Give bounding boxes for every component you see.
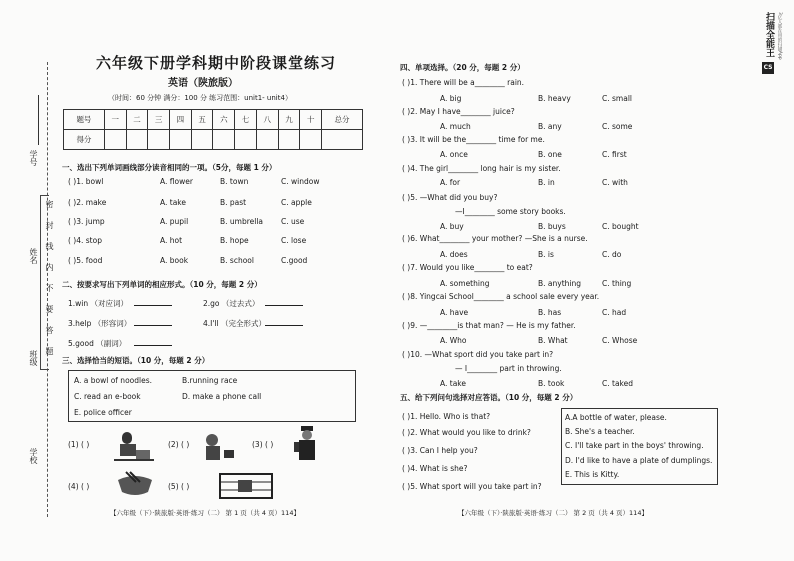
- table-cell: 八: [256, 110, 278, 130]
- s4-option: A. for: [440, 178, 461, 187]
- s4-option: A. much: [440, 122, 471, 131]
- phrase-d: D. make a phone call: [182, 392, 262, 401]
- pick-3[interactable]: (3) ( ): [252, 440, 274, 449]
- s4-option: A. big: [440, 94, 462, 103]
- score-cell[interactable]: [213, 130, 235, 150]
- score-cell[interactable]: [191, 130, 213, 150]
- s2-blank-2[interactable]: [265, 298, 303, 306]
- s4-option: C. bought: [602, 222, 639, 231]
- score-table-header-row: [64, 110, 363, 130]
- s4-question[interactable]: ( )10. —What sport did you take part in?: [402, 350, 554, 359]
- pick-5[interactable]: (5) ( ): [168, 482, 190, 491]
- s5-question-1: ( )1. Hello. Who is that?: [402, 412, 491, 421]
- seal-char: 不: [45, 284, 54, 292]
- table-cell: 十: [300, 110, 322, 130]
- s4-question-line2: — I________ part in throwing.: [455, 364, 562, 373]
- s4-option: C. thing: [602, 279, 632, 288]
- pick-2[interactable]: (2) ( ): [168, 440, 190, 449]
- s4-question[interactable]: ( )9. —________is that man? — He is my father.: [402, 321, 576, 330]
- s1-option: B. umbrella: [220, 217, 264, 226]
- section-5-title: 五、给下列问句选择对应答语。（10 分，每题 2 分）: [400, 393, 578, 402]
- table-cell: 四: [170, 110, 192, 130]
- s4-option: A. have: [440, 308, 469, 317]
- pick-4[interactable]: (4) ( ): [68, 482, 90, 491]
- answer-a: A.A bottle of water, please.: [565, 413, 667, 422]
- s4-option: A. buy: [440, 222, 464, 231]
- score-cell[interactable]: [256, 130, 278, 150]
- s1-option: A. book: [160, 256, 189, 265]
- s4-option: C. some: [602, 122, 633, 131]
- seal-char: 封: [45, 221, 54, 229]
- s2-blank-5[interactable]: [134, 338, 172, 346]
- s4-question[interactable]: ( )3. It will be the________ time for me.: [402, 135, 545, 144]
- score-cell[interactable]: [170, 130, 192, 150]
- table-cell: 得分: [64, 130, 105, 150]
- score-cell[interactable]: [322, 130, 363, 150]
- s5-question-2: ( )2. What would you like to drink?: [402, 428, 531, 437]
- s2-item-4: 4.I'll （完全形式）: [203, 319, 266, 328]
- s4-option: B. is: [538, 250, 554, 259]
- section-3-title: 三、选择恰当的短语。（10 分，每题 2 分）: [62, 356, 210, 365]
- s1-option: C.good: [281, 256, 308, 265]
- s4-option: C. Whose: [602, 336, 638, 345]
- s4-option: A. Who: [440, 336, 467, 345]
- table-cell: 九: [278, 110, 300, 130]
- answer-c: C. I'll take part in the boys' throwing.: [565, 441, 704, 450]
- s1-option: A. hot: [160, 236, 183, 245]
- scanner-watermark-title: 扫描全能王: [764, 12, 774, 57]
- table-cell: 总分: [322, 110, 363, 130]
- s1-option: A. flower: [160, 177, 193, 186]
- s4-question[interactable]: ( )7. Would you like________ to eat?: [402, 263, 533, 272]
- s4-option: A. once: [440, 150, 468, 159]
- s4-option: B. anything: [538, 279, 581, 288]
- s1-question[interactable]: ( )3. jump: [68, 217, 105, 226]
- phone-call-image: [198, 430, 238, 462]
- student-id-line: [38, 95, 39, 145]
- phrase-e: E. police officer: [74, 408, 132, 417]
- s4-option: B. one: [538, 150, 562, 159]
- police-officer-image: [292, 424, 322, 464]
- s4-option: B. has: [538, 308, 562, 317]
- score-cell[interactable]: [126, 130, 148, 150]
- s4-question[interactable]: ( )6. What________ your mother? —She is a nurse.: [402, 234, 588, 243]
- s4-question[interactable]: ( )2. May I have________ juice?: [402, 107, 515, 116]
- score-table: [63, 109, 363, 150]
- section-2-title: 二、按要求写出下列单词的相应形式。（10 分，每题 2 分）: [62, 280, 262, 289]
- s5-question-4: ( )4. What is she?: [402, 464, 468, 473]
- s1-question[interactable]: ( )1. bowl: [68, 177, 104, 186]
- s1-option: B. town: [220, 177, 249, 186]
- page-title: 六年级下册学科期中阶段课堂练习: [96, 54, 337, 72]
- score-table-score-row: [64, 130, 363, 150]
- phrase-a: A. a bowl of noodles.: [74, 376, 152, 385]
- score-cell[interactable]: [300, 130, 322, 150]
- s4-question-line2: —I________ some story books.: [455, 207, 566, 216]
- s2-blank-4[interactable]: [265, 318, 303, 326]
- s2-blank-1[interactable]: [134, 298, 172, 306]
- s4-option: B. What: [538, 336, 568, 345]
- table-cell: 二: [126, 110, 148, 130]
- noodles-bowl-image: [112, 470, 158, 500]
- page-subtitle: 英语（陕旅版）: [168, 78, 238, 89]
- s4-option: B. heavy: [538, 94, 571, 103]
- side-label-school: 学校: [29, 448, 38, 464]
- s1-option: B. past: [220, 198, 247, 207]
- phrase-b: B.running race: [182, 376, 238, 385]
- table-cell: 七: [235, 110, 257, 130]
- side-label-name: 姓名: [29, 248, 38, 264]
- s4-question[interactable]: ( )8. Yingcai School________ a school sale every year.: [402, 292, 600, 301]
- reading-ebook-image: [112, 428, 156, 464]
- s4-option: C. with: [602, 178, 628, 187]
- s4-option: A. does: [440, 250, 468, 259]
- side-label-class: 班级: [29, 350, 38, 366]
- score-cell[interactable]: [104, 130, 126, 150]
- s1-question[interactable]: ( )4. stop: [68, 236, 102, 245]
- left-footer: 【六年级（下）·陕旅版·英语·练习（二） 第 1 页（共 4 页）114】: [110, 509, 300, 517]
- side-label-student-id: 学号: [29, 150, 38, 166]
- seal-char: 要: [45, 305, 54, 313]
- s4-option: B. any: [538, 122, 562, 131]
- s1-option: A. pupil: [160, 217, 189, 226]
- s4-option: B. took: [538, 379, 565, 388]
- s5-question-3: ( )3. Can I help you?: [402, 446, 478, 455]
- table-cell: 题号: [64, 110, 105, 130]
- table-cell: 三: [148, 110, 170, 130]
- pick-1[interactable]: (1) ( ): [68, 440, 90, 449]
- s1-question[interactable]: ( )5. food: [68, 256, 103, 265]
- seal-char: 题: [45, 347, 54, 355]
- s1-option: C. apple: [281, 198, 312, 207]
- s1-option: B. school: [220, 256, 254, 265]
- s2-item-3: 3.help （形容词）: [68, 319, 132, 328]
- s4-question[interactable]: ( )4. The girl________ long hair is my sister.: [402, 164, 561, 173]
- table-cell: 五: [191, 110, 213, 130]
- s4-option: C. taked: [602, 379, 633, 388]
- scanner-logo-icon: CS: [762, 62, 774, 74]
- table-cell: 一: [104, 110, 126, 130]
- seal-char: 线: [45, 242, 54, 250]
- exam-info: （时间：60 分钟 满分：100 分 练习范围：unit1- unit4）: [108, 94, 292, 102]
- s4-option: A. something: [440, 279, 490, 288]
- s4-question[interactable]: ( )1. There will be a________ rain.: [402, 78, 525, 87]
- right-footer: 【六年级（下）·陕旅版·英语·练习（二） 第 2 页（共 4 页）114】: [458, 509, 648, 517]
- s1-option: B. hope: [220, 236, 249, 245]
- phrase-c: C. read an e-book: [74, 392, 141, 401]
- score-cell[interactable]: [278, 130, 300, 150]
- score-cell[interactable]: [148, 130, 170, 150]
- s2-blank-3[interactable]: [134, 318, 172, 326]
- s1-option: C. lose: [281, 236, 307, 245]
- table-cell: 六: [213, 110, 235, 130]
- seal-char: 答: [45, 326, 54, 334]
- s4-question[interactable]: ( )5. —What did you buy?: [402, 193, 498, 202]
- s4-option: C. had: [602, 308, 627, 317]
- s5-question-5: ( )5. What sport will you take part in?: [402, 482, 542, 491]
- s4-option: B. in: [538, 178, 555, 187]
- scanner-watermark-sub: 3亿人都在用的扫描App: [777, 12, 782, 60]
- seal-char: 内: [45, 263, 54, 271]
- s4-option: C. first: [602, 150, 627, 159]
- s4-option: C. do: [602, 250, 622, 259]
- answer-e: E. This is Kitty.: [565, 470, 620, 479]
- section-4-title: 四、单项选择。（20 分，每题 2 分）: [400, 63, 525, 72]
- s4-option: C. small: [602, 94, 632, 103]
- answer-b: B. She's a teacher.: [565, 427, 635, 436]
- s4-option: A. take: [440, 379, 466, 388]
- s1-option: C. use: [281, 217, 305, 226]
- s1-option: A. take: [160, 198, 186, 207]
- section-1-title: 一、选出下列单词画线部分读音相同的一项。（5分，每题 1 分）: [62, 163, 277, 172]
- s2-item-5: 5.good （副词）: [68, 339, 127, 348]
- s2-item-1: 1.win （对应词）: [68, 299, 129, 308]
- seal-char: 密: [45, 200, 54, 208]
- s2-item-2: 2.go （过去式）: [203, 299, 260, 308]
- running-track-image: [218, 472, 274, 500]
- s1-option: C. window: [281, 177, 320, 186]
- answer-d: D. I'd like to have a plate of dumplings.: [565, 456, 713, 465]
- s1-question[interactable]: ( )2. make: [68, 198, 107, 207]
- s4-option: B. buys: [538, 222, 566, 231]
- score-cell[interactable]: [235, 130, 257, 150]
